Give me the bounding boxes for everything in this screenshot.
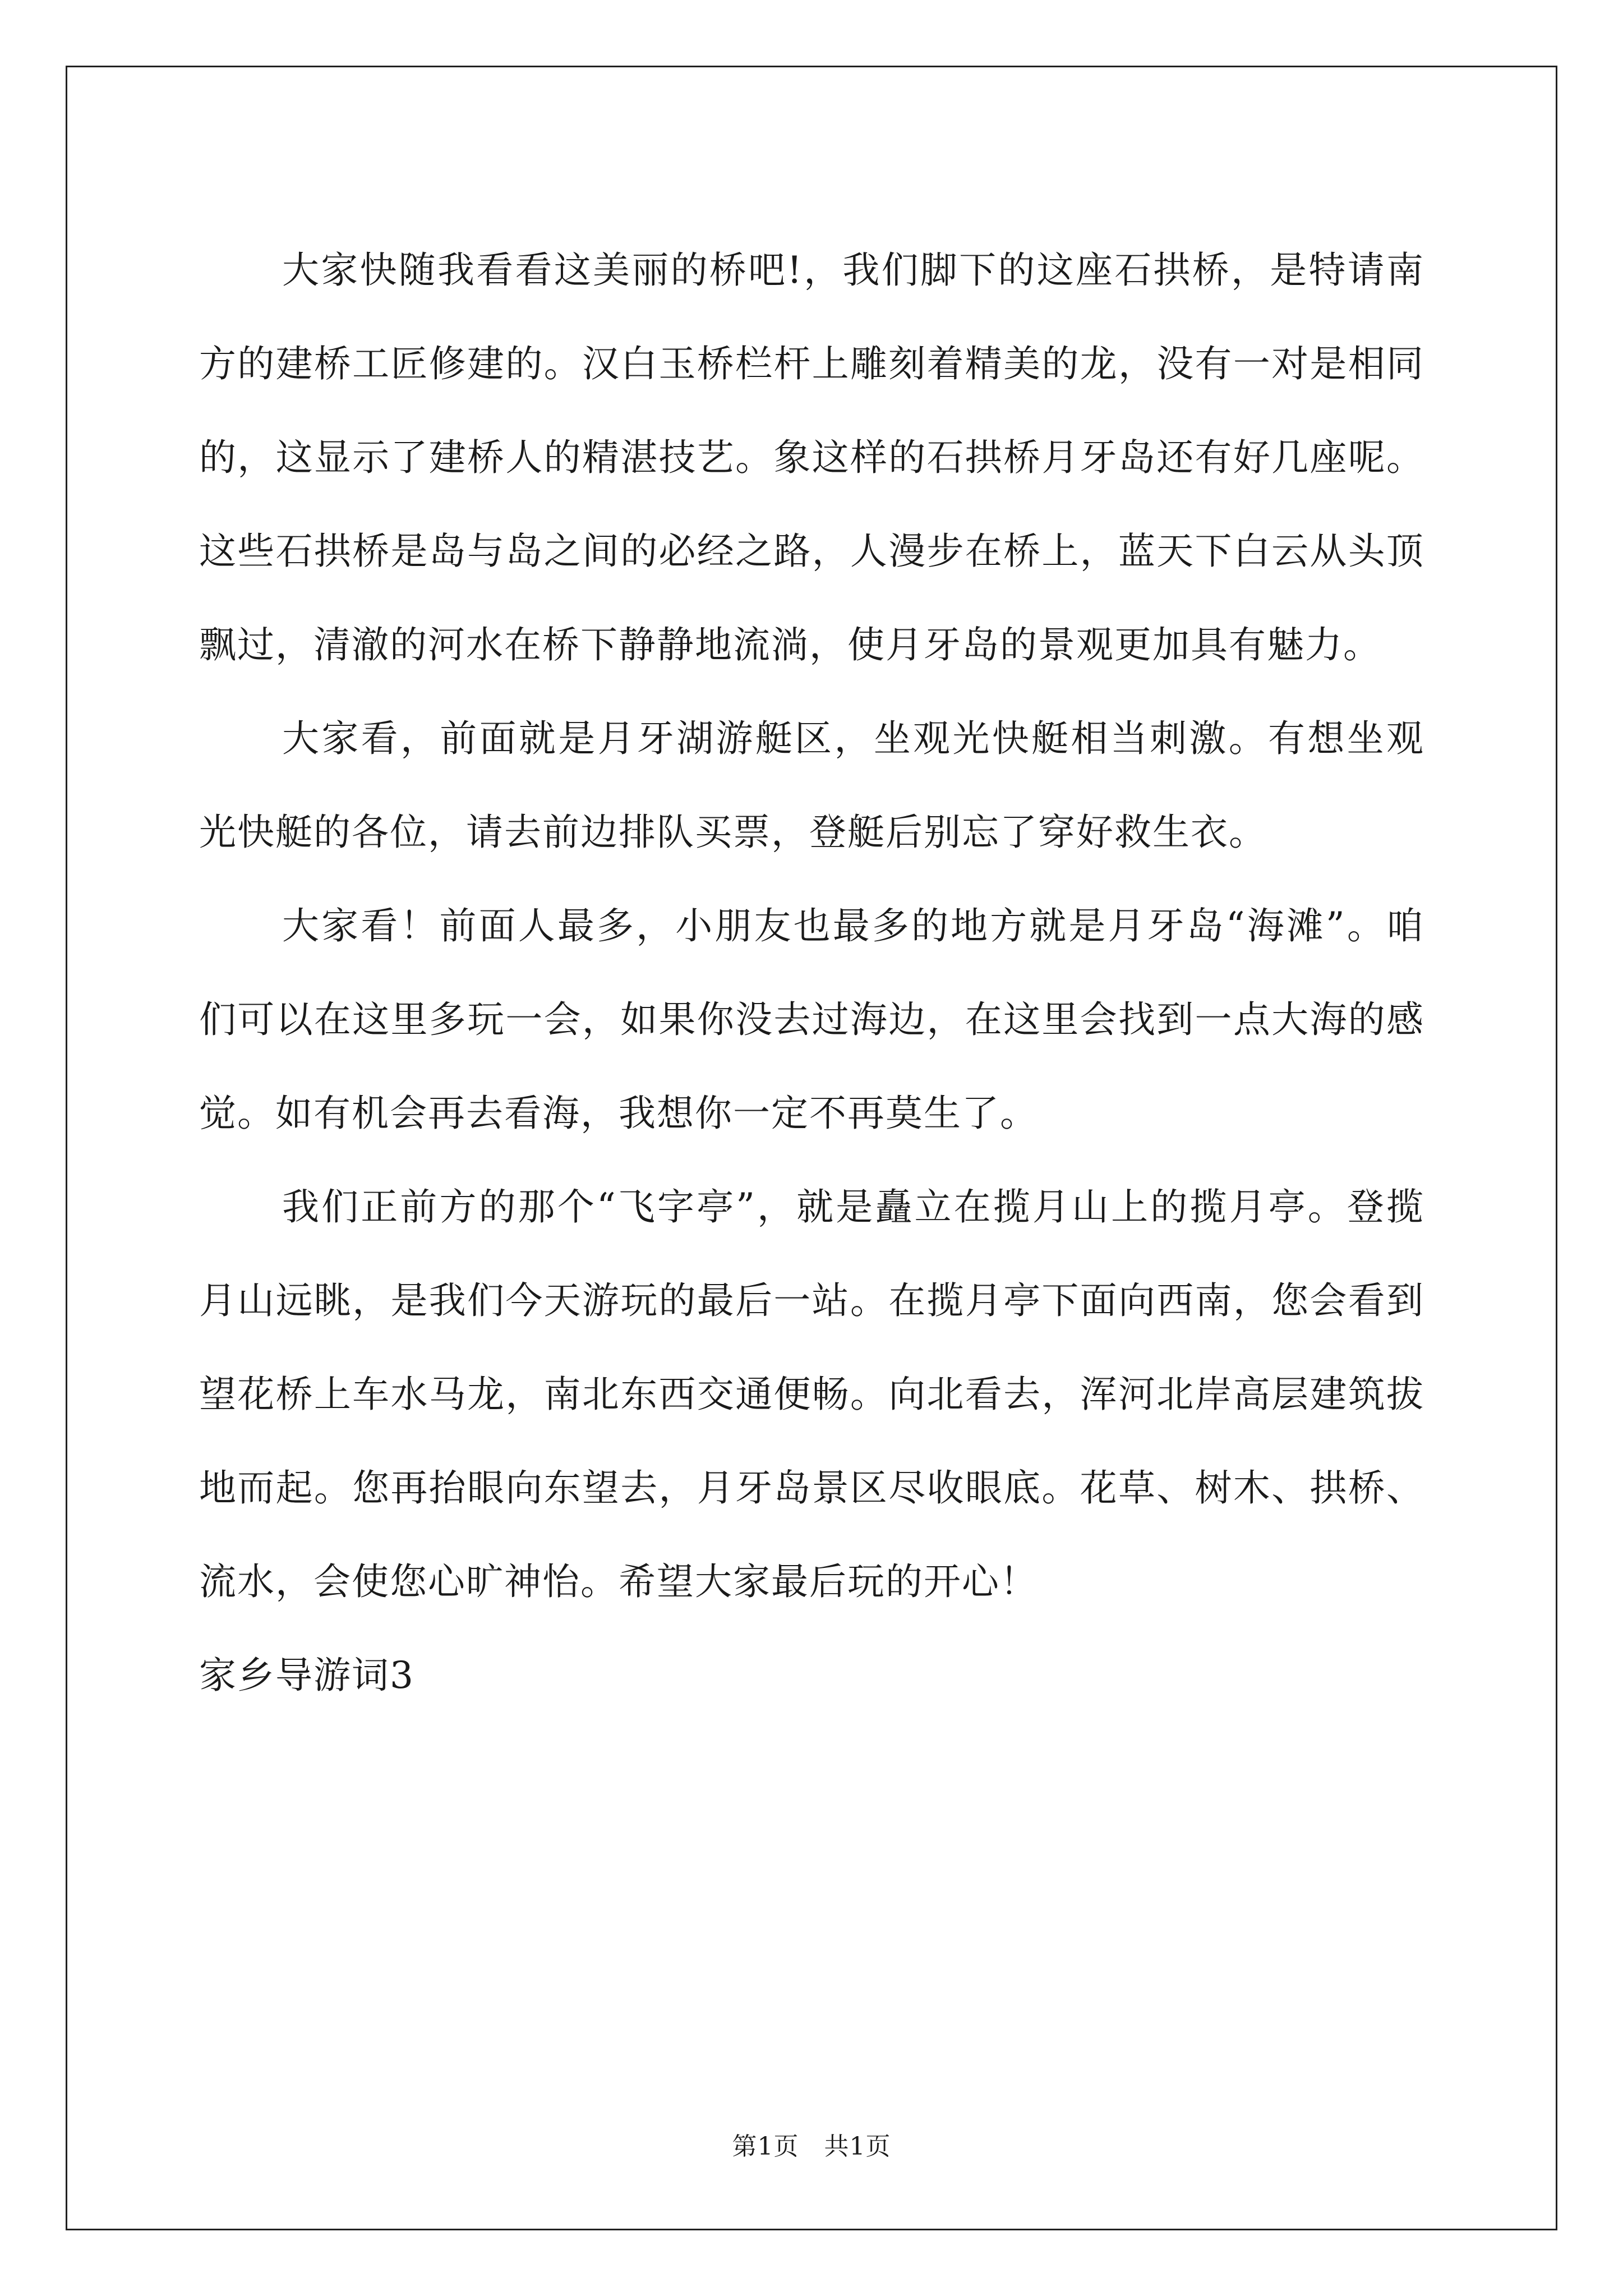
document-body <box>199 223 1424 1722</box>
paragraph-bridge: 大家快随我看看这美丽的桥吧!，我们脚下的这座石拱桥，是特请南方的建桥工匠修建的。汉白玉桥栏杆上雕刻着精美的龙，没有一对是相同的，这显示了建桥人的精湛技艺。象这样的石拱桥月牙岛还有好几座呢。这些石拱桥是岛与岛之间的必经之路，人漫步在桥上，蓝天下白云从头顶飘过，清澈的河水在桥下静静地流淌，使月牙岛的景观更加具有魅力。 <box>199 249 1424 666</box>
section-heading: 家乡导游词3 <box>199 1654 414 1697</box>
paragraph-pavilion: 我们正前方的那个“飞字亭”，就是矗立在揽月山上的揽月亭。登揽月山远眺，是我们今天游玩的最后一站。在揽月亭下面向西南，您会看到望花桥上车水马龙，南北东西交通便畅。向北看去，浑河北岸高层建筑拔地而起。您再抬眼向东望去，月牙岛景区尽收眼底。花草、树木、拱桥、流水，会使您心旷神怡。希望大家最后玩的开心！ <box>199 1185 1424 1603</box>
paragraph-beach: 大家看！前面人最多，小朋友也最多的地方就是月牙岛“海滩”。咱们可以在这里多玩一会，如果你没去过海边，在这里会找到一点大海的感觉。如有机会再去看海，我想你一定不再莫生了。 <box>199 904 1424 1135</box>
paragraph-speedboat: 大家看，前面就是月牙湖游艇区，坐观光快艇相当刺激。有想坐观光快艇的各位，请去前边排队买票，登艇后别忘了穿好救生衣。 <box>199 717 1424 854</box>
page-footer: 第1页 共1页 <box>732 2132 891 2161</box>
